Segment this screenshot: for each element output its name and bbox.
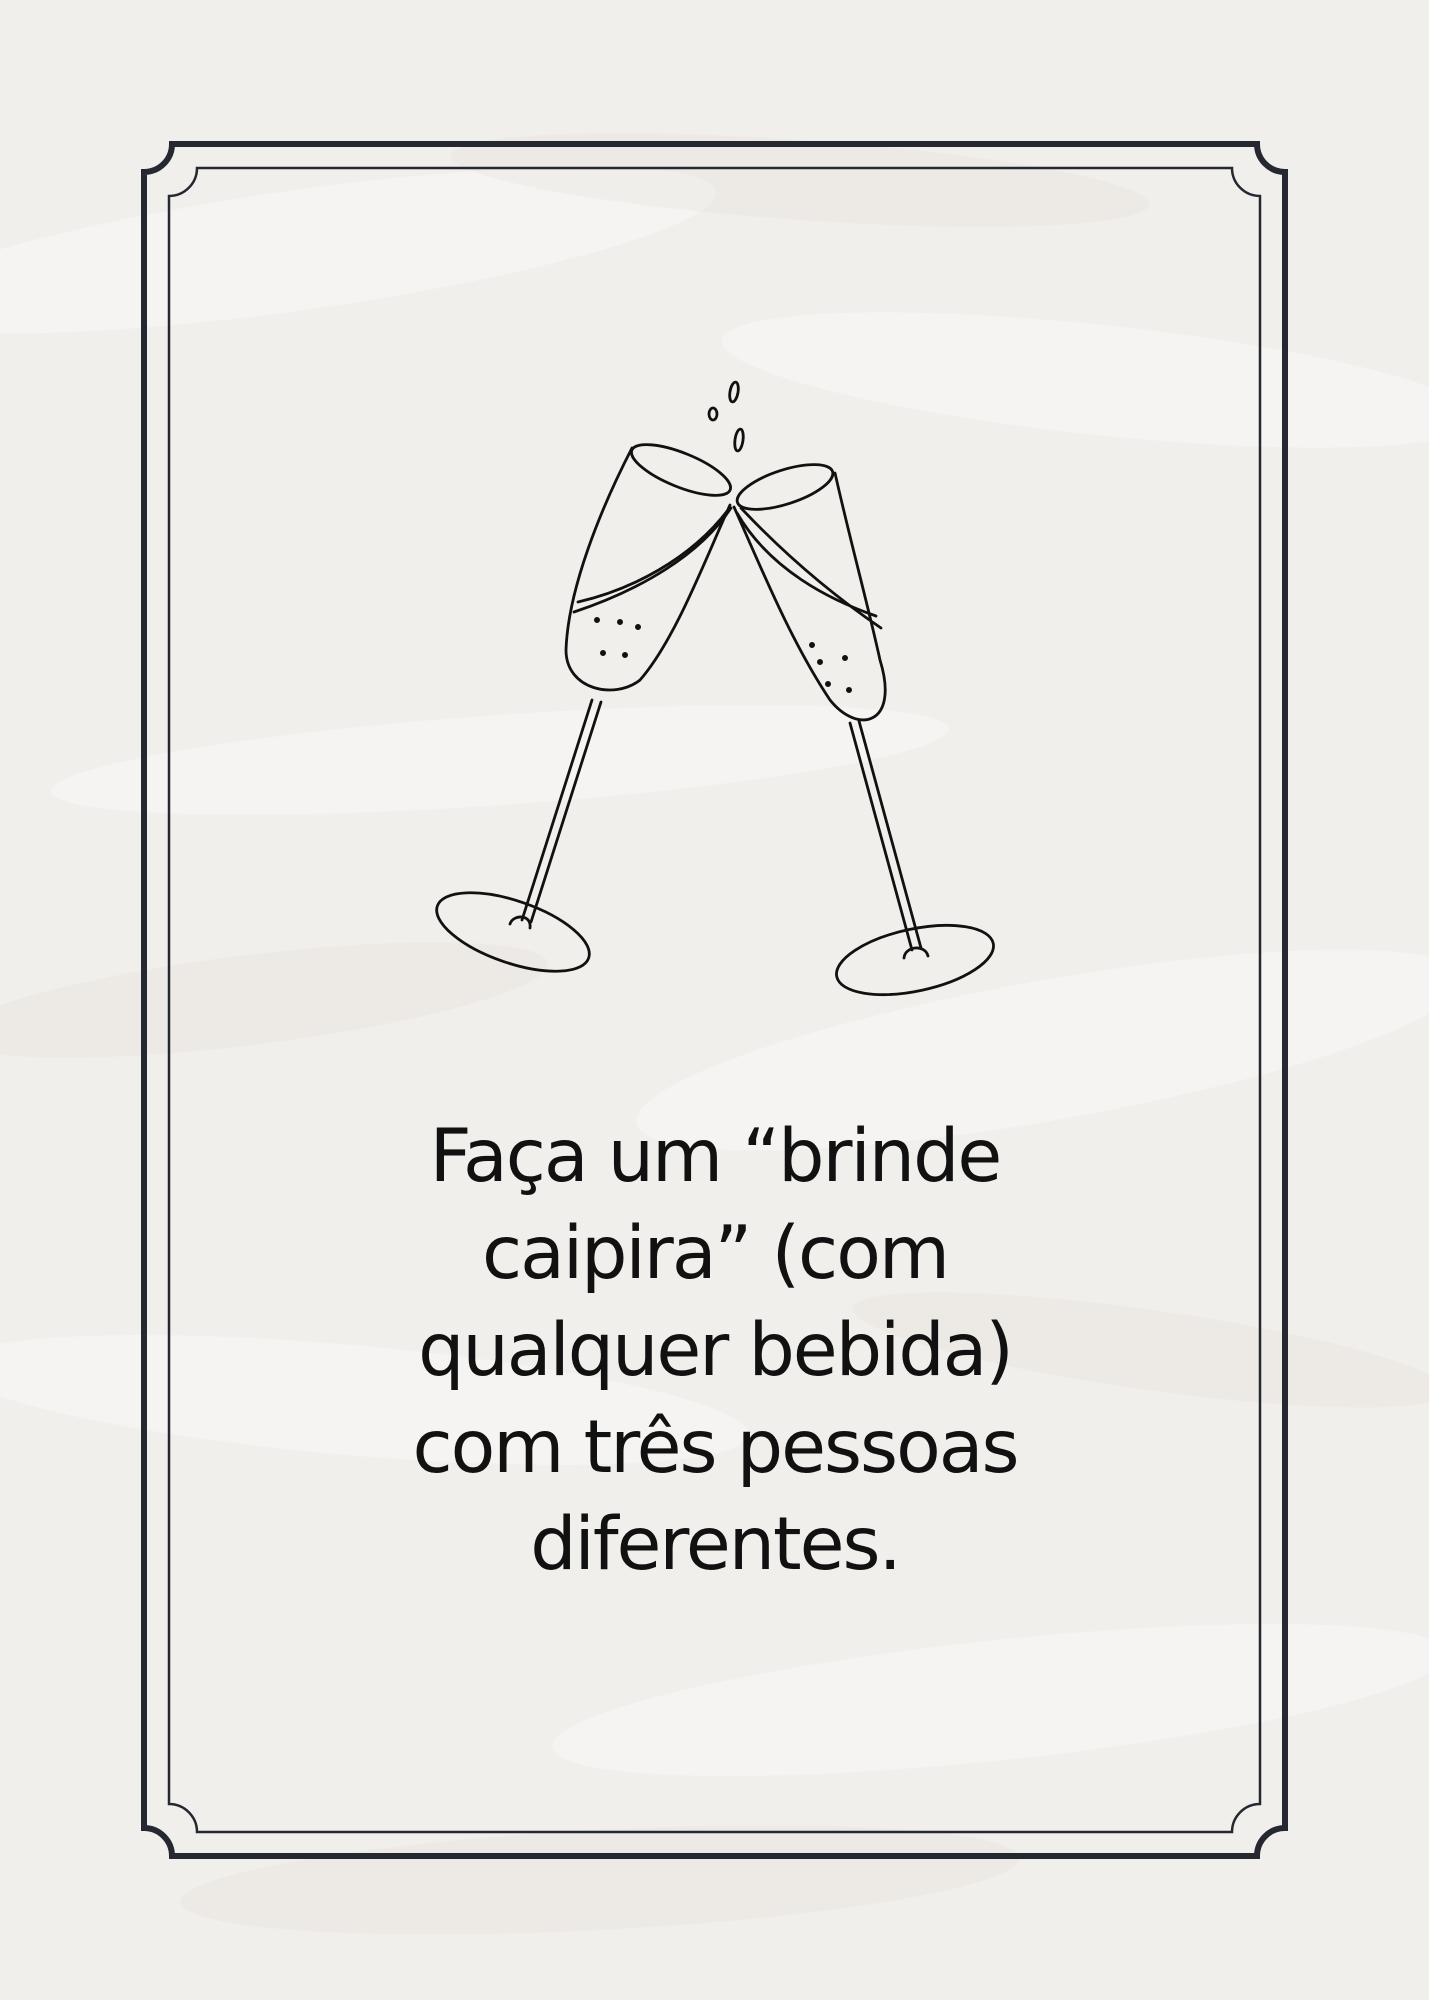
splash-drop-icon [728,381,739,402]
left-champagne-glass-icon [427,434,736,987]
message-line: qualquer bebida) [418,1308,1012,1393]
splash-drop-icon [709,408,717,420]
message-line: caipira” (com [482,1211,948,1296]
message-line: diferentes. [530,1502,900,1587]
message-line: com três pessoas [412,1405,1018,1490]
card-message [330,1108,1100,1593]
splash-drop-icon [734,429,745,452]
right-champagne-glass-icon [732,455,1000,1007]
message-line: Faça um “brinde [429,1114,1001,1199]
champagne-toast-icon [420,370,1010,1010]
